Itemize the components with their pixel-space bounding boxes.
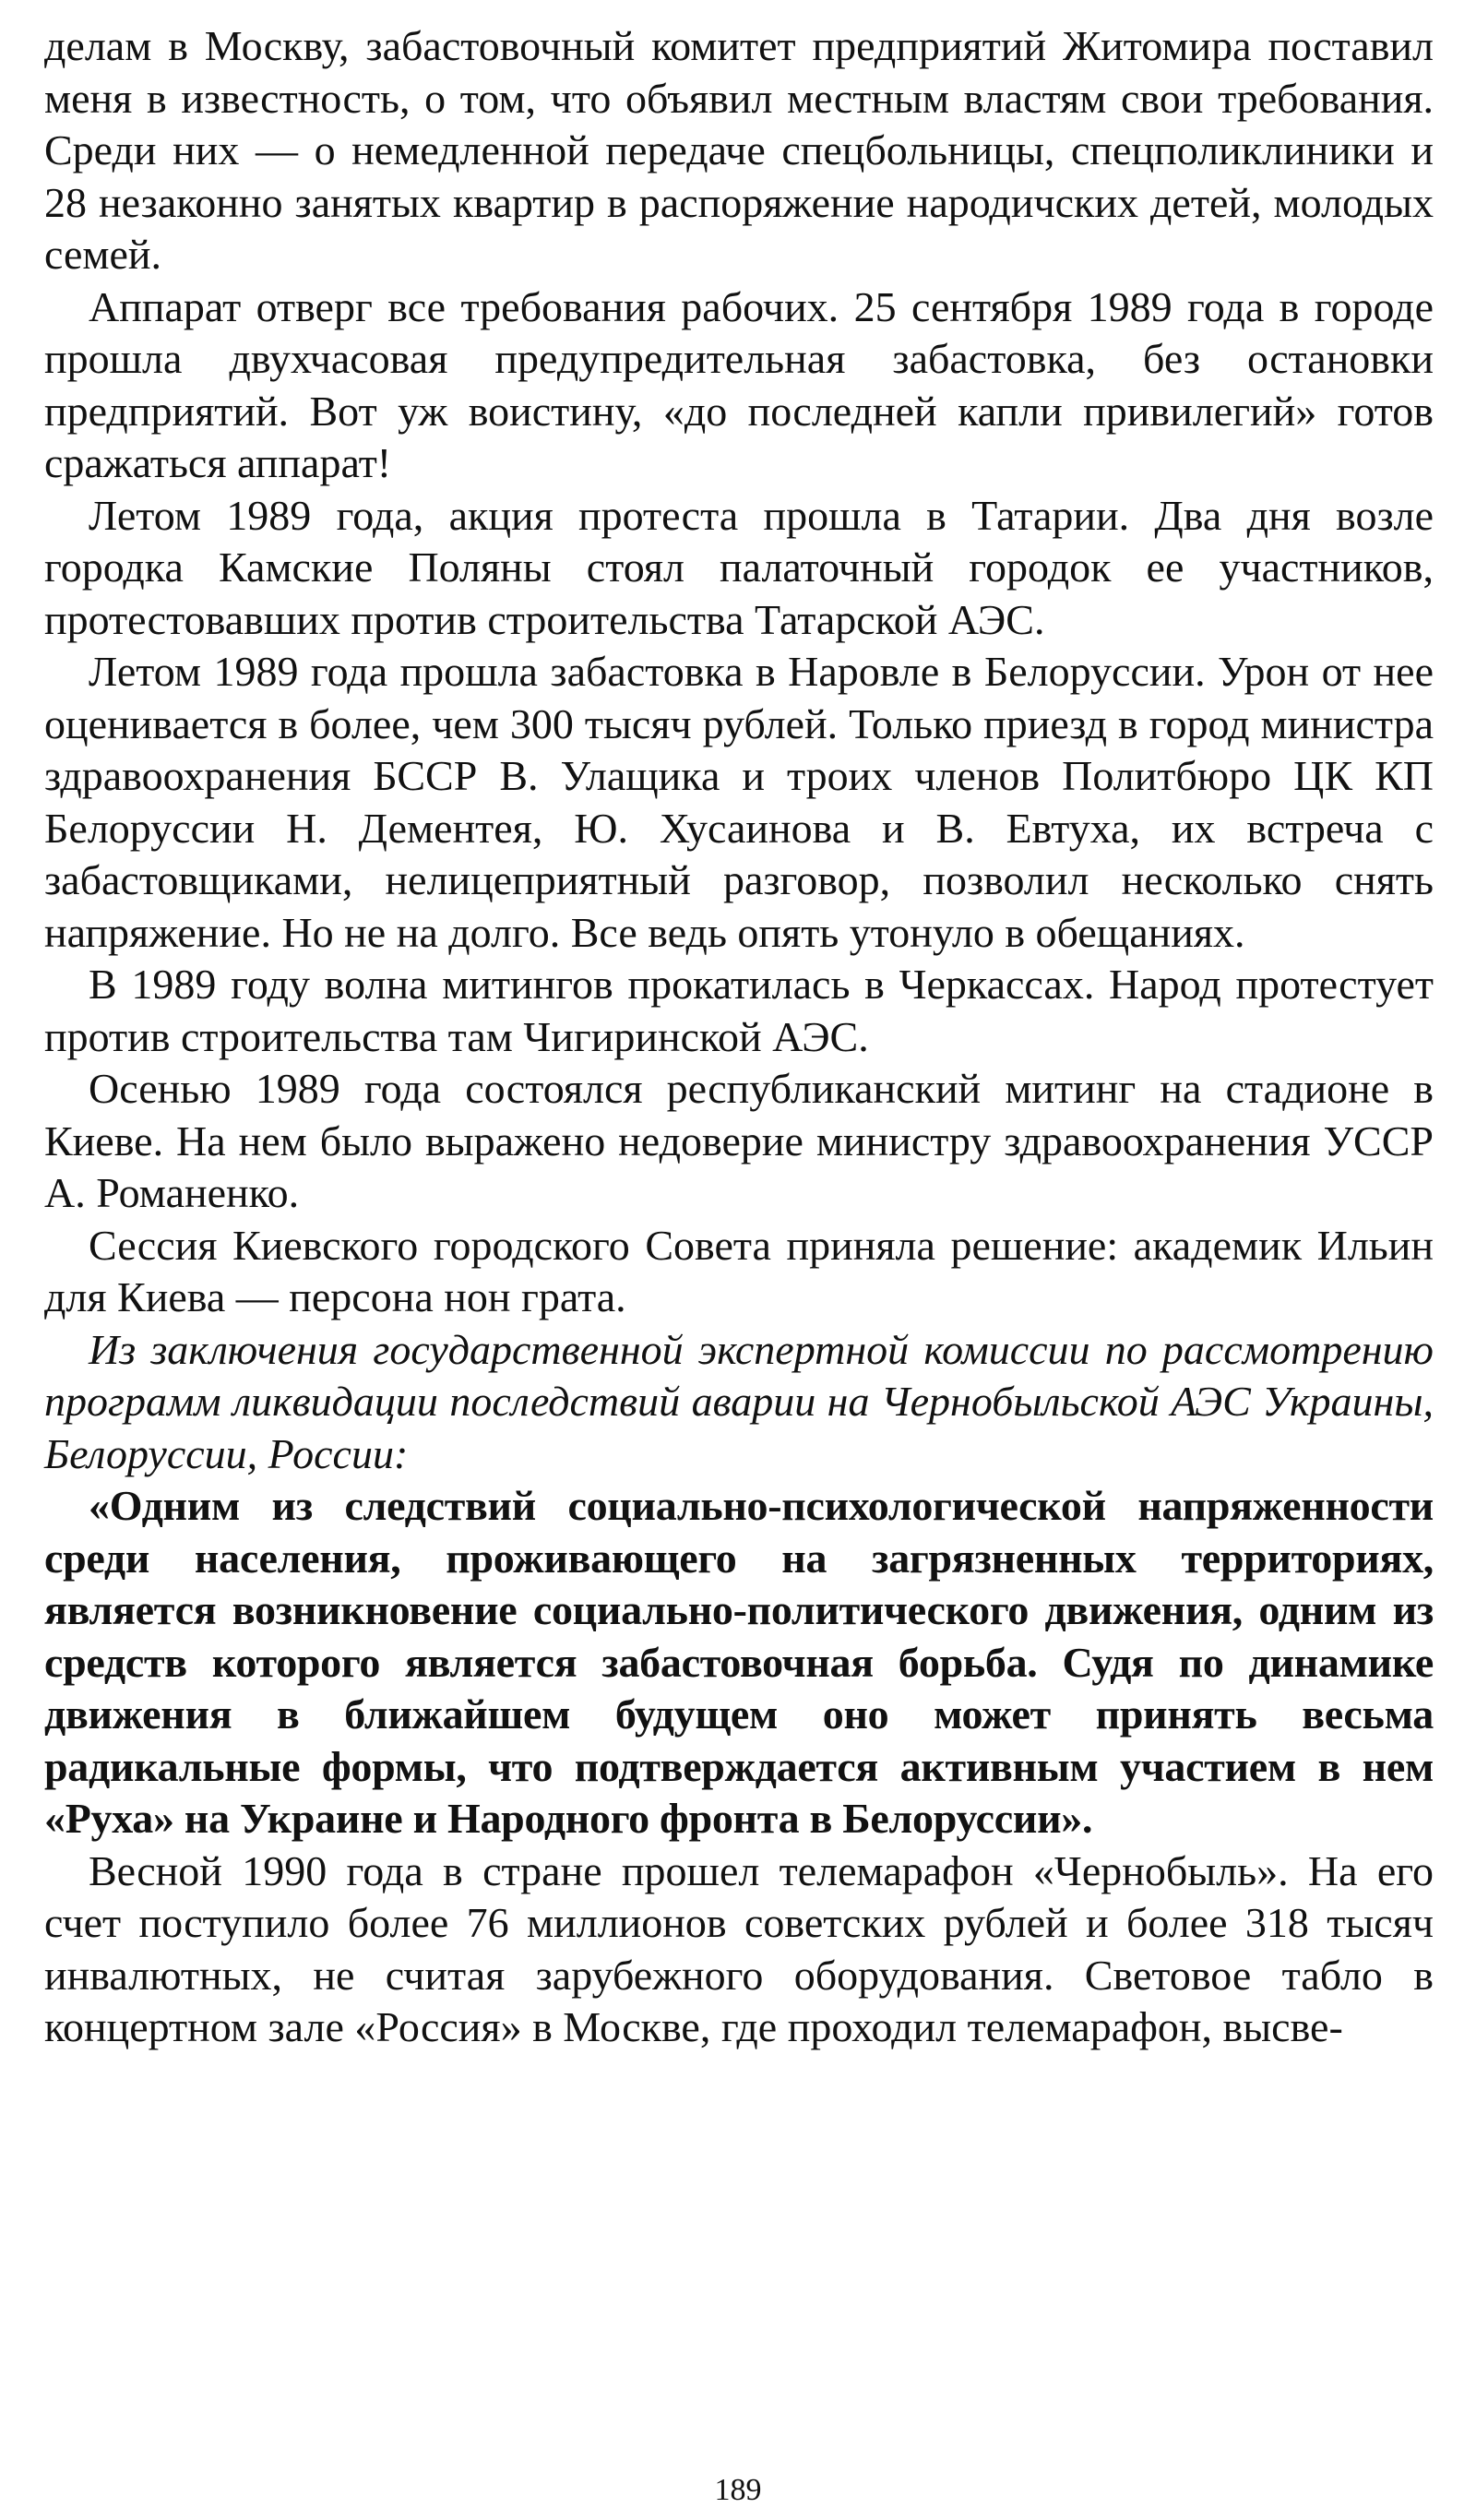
paragraph-10: Весной 1990 года в стране прошел телемарафон «Чернобыль». На его счет поступило более 76 миллионов советских рублей и более 318 тысяч инвалютных, не считая зарубежного оборудования. Световое табло в концертном зале «Россия» в Москве, где проходил телемарафон, высве- [44, 1846, 1434, 2050]
quote-bold: «Одним из следствий социально-психологической напряженности среди населения, проживающего на загрязненных территориях, является возникновение социально-политического движения, одним из средств которого является забастовочная борьба. Судя по динамике движения в ближайшем будущем оно может принять весьма радикальные формы, что подтверждается активным участием в нем «Руха» на Украине и Народного фронта в Белоруссии». [44, 1482, 1434, 1842]
page-body [44, 20, 1434, 2054]
page-number: 189 [714, 2473, 762, 2507]
paragraph-3: Летом 1989 года, акция протеста прошла в Татарии. Два дня возле городка Камские Поляны стоял палаточный городок ее участников, протестовавших против строительства Татарской АЭС. [44, 491, 1434, 643]
paragraph-5: В 1989 году волна митингов прокатилась в Черкассах. Народ протестует против строительства там Чигиринской АЭС. [44, 961, 1434, 1060]
quote-intro-italic: Из заключения государственной экспертной комиссии по рассмотрению программ ликвидации последствий аварии на Чернобыльской АЭС Украины, Белоруссии, России: [44, 1325, 1434, 1477]
paragraph-7: Сессия Киевского городского Совета приняла решение: академик Ильин для Киева — персона нон грата. [44, 1221, 1434, 1320]
paragraph-1: делам в Москву, забастовочный комитет предприятий Житомира поставил меня в известность, о том, что объявил местным властям свои требования. Среди них — о немедленной передаче спецбольницы, спецполиклиники и 28 незаконно занятых квартир в распоряжение народичских детей, молодых семей. [44, 22, 1434, 278]
paragraph-2: Аппарат отверг все требования рабочих. 25 сентября 1989 года в городе прошла двухчасовая предупредительная забастовка, без остановки предприятий. Вот уж воистину, «до последней капли привилегий» готов сражаться аппарат! [44, 282, 1434, 486]
paragraph-4: Летом 1989 года прошла забастовка в Наровле в Белоруссии. Урон от нее оценивается в более, чем 300 тысяч рублей. Только приезд в город министра здравоохранения БССР В. Улащика и троих членов Политбюро ЦК КП Белоруссии Н. Дементея, Ю. Хусаинова и В. Евтуха, их встреча с забастовщиками, нелицеприятный разговор, позволил несколько снять напряжение. Но не на долго. Все ведь опять утонуло в обещаниях. [44, 648, 1434, 956]
paragraph-6: Осенью 1989 года состоялся республиканский митинг на стадионе в Киеве. На нем было выражено недоверие министру здравоохранения УССР А. Романенко. [44, 1065, 1434, 1216]
